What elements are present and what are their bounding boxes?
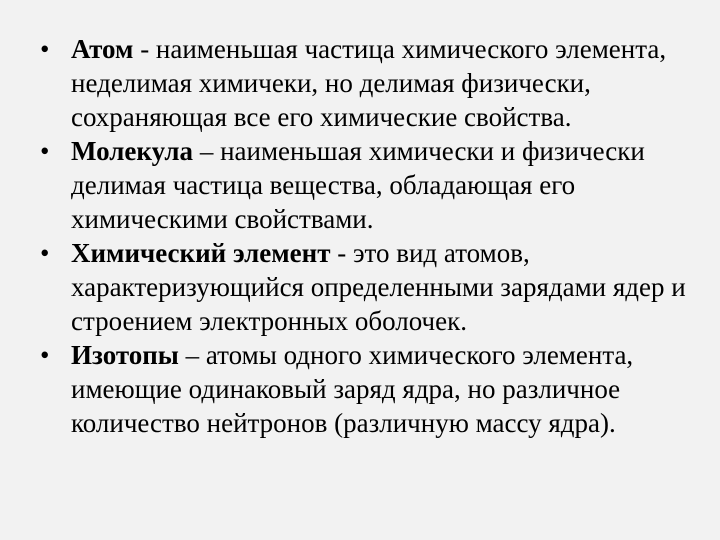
bullet-item-isotopes <box>40 338 686 440</box>
definition-molecule: – наименьшая химически и физически делимая частица вещества, обладающая его химическими свойствами. <box>71 136 645 234</box>
definition-chemical-element: - это вид атомов, характеризующийся определенными зарядами ядер и строением электронных оболочек. <box>71 238 686 336</box>
bullet-item-molecule <box>40 134 686 236</box>
bullet-icon: • <box>40 136 50 166</box>
definitions-list <box>40 32 686 440</box>
bullet-icon: • <box>40 34 50 64</box>
bullet-icon: • <box>40 340 50 370</box>
term-atom: Атом <box>71 34 134 64</box>
bullet-item-chemical-element <box>40 236 686 338</box>
term-isotopes: Изотопы <box>71 340 179 370</box>
bullet-icon: • <box>40 238 50 268</box>
term-molecule: Молекула <box>71 136 194 166</box>
term-chemical-element: Химический элемент <box>71 238 331 268</box>
definition-atom: - наименьшая частица химического элемента, неделимая химичеки, но делимая физически, сохраняющая все его химические свойства. <box>71 34 667 132</box>
definition-isotopes: – атомы одного химического элемента, имеющие одинаковый заряд ядра, но различное количество нейтронов (различную массу ядра). <box>71 340 634 438</box>
bullet-item-atom <box>40 32 686 134</box>
